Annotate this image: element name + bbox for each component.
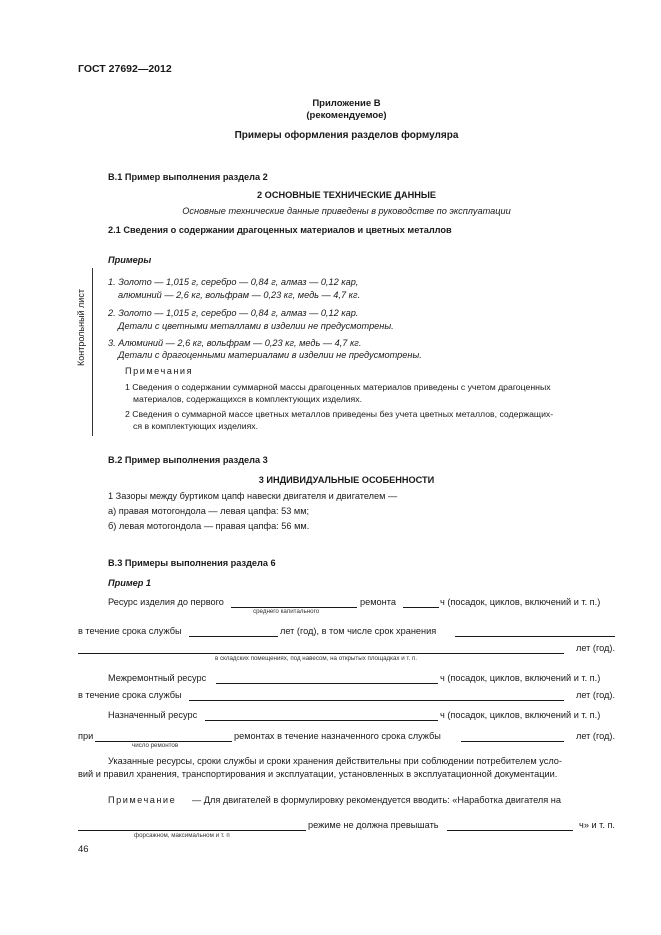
- note-2-line-2: ся в комплектующих изделиях.: [133, 421, 259, 431]
- overhaul-resource-label: Межремонтный ресурс: [108, 673, 207, 683]
- mode-limit-label: режиме не должна превышать: [308, 820, 439, 830]
- years-label-1: лет (год).: [575, 643, 615, 653]
- control-sheet-label: Контрольный лист: [76, 289, 86, 366]
- section-3-title: 3 ИНДИВИДУАЛЬНЫЕ ОСОБЕННОСТИ: [258, 475, 435, 485]
- storage-period-label: лет (год), в том числе срок хранения: [280, 626, 437, 636]
- section-b2-title: В.2 Пример выполнения раздела 3: [108, 455, 268, 465]
- example-2-line-2: Детали с цветными металлами в изделии не предусмотрены.: [118, 321, 394, 331]
- example-1-line-1: 1. Золото — 1,015 г, серебро — 0,84 г, алмаз — 0,12 кар,: [108, 277, 359, 287]
- appendix-heading: Примеры оформления разделов формуляра: [234, 130, 459, 141]
- overhaul-resource-blank: [216, 683, 438, 684]
- years-label-2: лет (год).: [575, 690, 615, 700]
- assigned-resource-blank: [205, 720, 438, 721]
- validity-paragraph-line-1: Указанные ресурсы, сроки службы и сроки хранения действительны при соблюдении потребителем усло-: [108, 756, 562, 766]
- hours-units-2: ч (посадок, циклов, включений и т. п.): [440, 673, 601, 683]
- section-b3-title: В.3 Примеры выполнения раздела 6: [108, 558, 276, 568]
- note-1-line-1: 1 Сведения о содержании суммарной массы драгоценных материалов приведены с учетом драгоценных: [125, 382, 551, 392]
- service-life-blank: [189, 636, 278, 637]
- document-code: ГОСТ 27692—2012: [78, 63, 172, 75]
- example-1-label: Пример 1: [108, 578, 152, 588]
- validity-paragraph-line-2: вий и правил хранения, транспортирования и эксплуатации, установленных в эксплуатационной документации.: [78, 769, 558, 779]
- examples-label: Примеры: [108, 255, 152, 265]
- mode-blank: [78, 830, 306, 831]
- appendix-title: Приложение В: [312, 98, 381, 109]
- service-life-label: в течение срока службы: [78, 626, 182, 636]
- storage-period-blank: [455, 636, 615, 637]
- note-2-line-1: 2 Сведения о суммарной массе цветных металлов приведены без учета цветных металлов, содержащих-: [125, 409, 554, 419]
- hours-units-1: ч (посадок, циклов, включений и т. п.): [440, 597, 601, 607]
- note-label: Примечание: [108, 795, 177, 805]
- repairs-label: ремонтах в течение назначенного срока службы: [234, 731, 441, 741]
- years-label-3: лет (год).: [575, 731, 615, 741]
- mode-hours-blank: [447, 830, 573, 831]
- note-1-line-2: материалов, содержащихся в комплектующих изделиях.: [133, 394, 363, 404]
- storage-conditions-hint: в складских помещениях, под навесом, на открытых площадках и т. п.: [215, 655, 418, 662]
- appendix-subtitle: (рекомендуемое): [306, 110, 387, 121]
- assigned-life-blank: [461, 741, 564, 742]
- b2-line-1: 1 Зазоры между буртиком цапф навески двигателя и двигателем —: [108, 491, 398, 501]
- example-3-line-2: Детали с драгоценными материалами в изделии не предусмотрены.: [118, 350, 422, 360]
- repair-label: ремонта: [360, 597, 396, 607]
- assigned-resource-label: Назначенный ресурс: [108, 710, 198, 720]
- hours-blank: [403, 607, 439, 608]
- section-2-subtitle: Основные технические данные приведены в руководстве по эксплуатации: [182, 206, 511, 216]
- hours-units-3: ч (посадок, циклов, включений и т. п.): [440, 710, 601, 720]
- control-sheet-bar: [92, 268, 93, 436]
- mode-hint: форсажном, максимальном и т. п: [134, 832, 230, 839]
- mode-hours-units: ч» и т. п.: [579, 820, 615, 830]
- subsection-2-1-title: 2.1 Сведения о содержании драгоценных материалов и цветных металлов: [108, 225, 452, 235]
- b2-line-2: а) правая мотогондола — левая цапфа: 53 мм;: [108, 506, 310, 516]
- section-2-title: 2 ОСНОВНЫЕ ТЕХНИЧЕСКИЕ ДАННЫЕ: [257, 190, 436, 200]
- service-life-label-2: в течение срока службы: [78, 690, 182, 700]
- example-3-line-1: 3. Алюминий — 2,6 кг, вольфрам — 0,23 кг, медь — 4,7 кг.: [108, 338, 362, 348]
- service-life-blank-2: [189, 700, 564, 701]
- storage-conditions-blank: [78, 653, 564, 654]
- example-1-line-2: алюминий — 2,6 кг, вольфрам — 0,23 кг, медь — 4,7 кг.: [118, 290, 361, 300]
- with-label: при: [78, 731, 94, 741]
- resource-first-label: Ресурс изделия до первого: [108, 597, 224, 607]
- b2-line-3: б) левая мотогондола — правая цапфа: 56 мм.: [108, 521, 310, 531]
- section-b1-title: В.1 Пример выполнения раздела 2: [108, 172, 268, 182]
- page-number: 46: [78, 844, 89, 855]
- repair-type-hint: среднего капитального: [253, 608, 320, 615]
- note-text: — Для двигателей в формулировку рекомендуется вводить: «Наработка двигателя на: [192, 795, 561, 805]
- notes-label: Примечания: [125, 366, 194, 376]
- repairs-count-hint: число ремонтов: [132, 742, 179, 749]
- example-2-line-1: 2. Золото — 1,015 г, серебро — 0,84 г, алмаз — 0,12 кар.: [108, 308, 359, 318]
